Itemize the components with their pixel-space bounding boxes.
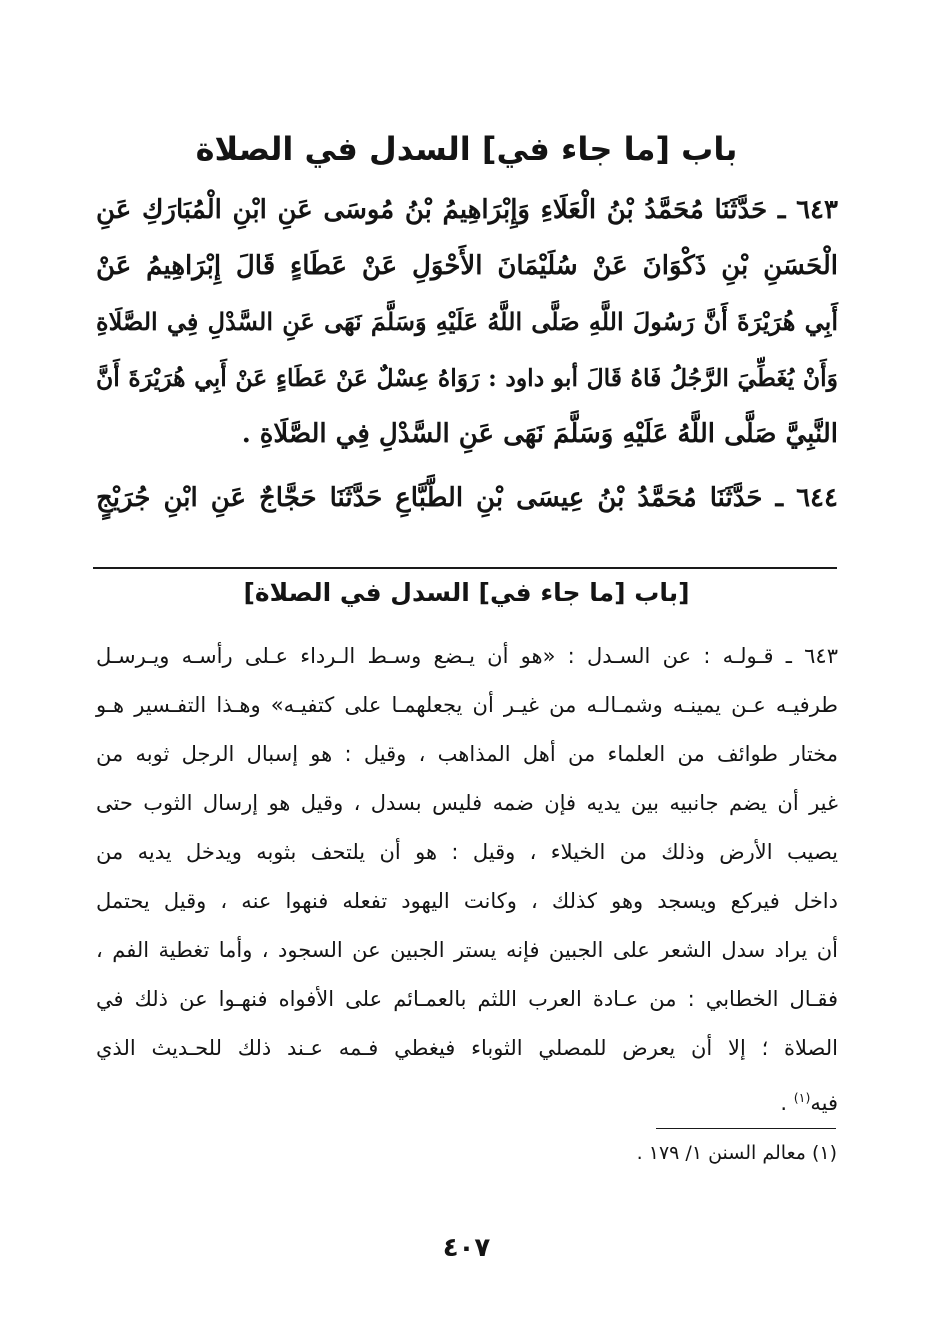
section-divider: [93, 567, 837, 569]
footnote: (١) معالم السنن ١/ ١٧٩ .: [636, 1142, 837, 1164]
commentary-643: [96, 632, 838, 1128]
footnote-rule: [656, 1128, 836, 1129]
hadith-643-line-5: النَّبِيَّ صَلَّى اللَّهُ عَلَيْهِ وَسَلَّمَ نَهَى عَنِ السَّدْلِ فِي الصَّلَاةِ .: [241, 419, 838, 449]
commentary-line-9: الصلاة ؛ إلا أن يعرض للمصلي الثوباء فيغطي فـمه عـند ذلك للحـديث الذي: [96, 1036, 838, 1060]
hadith-643: [96, 182, 838, 462]
hadith-643-line-1: ٦٤٣ ـ حَدَّثَنَا مُحَمَّدُ بْنُ الْعَلَاءِ وَإِبْرَاهِيمُ بْنُ مُوسَى عَنِ ابْنِ الْمُبَارَكِ عَنِ: [96, 195, 838, 225]
commentary-title: [باب [ما جاء في] السدل في الصلاة]: [243, 578, 690, 607]
chapter-title: باب [ما جاء في] السدل في الصلاة: [195, 130, 738, 168]
commentary-line-7: أن يراد سدل الشعر على الجبين فإنه يستر الجبين عن السجود ، وأما تغطية الفم ،: [96, 938, 838, 962]
commentary-line-5: يصيب الأرض وذلك من الخيلاء ، وقيل : هو أن يلتحف بثوبه ويدخل يديه من: [96, 840, 838, 864]
footnote-reference: (١): [793, 1090, 811, 1105]
hadith-643-line-4: وَأَنْ يُغَطِّيَ الرَّجُلُ فَاهُ قَالَ أبو داود : رَوَاهُ عِسْلٌ عَنْ عَطَاءٍ عَنْ أَبِي هُرَيْرَةَ أَنَّ: [96, 364, 838, 392]
commentary-line-10: [96, 1073, 838, 1128]
commentary-line-3: مختار طوائف من العلماء من أهل المذاهب ، وقيل : هو إسبال الرجل ثوبه من: [96, 742, 838, 766]
page-number: ٤٠٧: [442, 1233, 491, 1263]
hadith-643-line-3: أَبِي هُرَيْرَةَ أَنَّ رَسُولَ اللَّهِ صَلَّى اللَّهُ عَلَيْهِ وَسَلَّمَ نَهَى عَنِ السَّدْلِ فِي الصَّلَاةِ: [96, 307, 838, 336]
commentary-line-8: فقـال الخطابي : من عـادة العرب اللثم بالعمـائم على الأفواه فنهـوا عن ذلك في: [96, 987, 838, 1011]
commentary-line-6: داخل فيركع ويسجد وهو كذلك ، وكانت اليهود تفعله فنهوا عنه ، وقيل يحتمل: [96, 889, 838, 913]
commentary-line-4: غير أن يضم جانبيه بين يديه فإن ضمه فليس بسدل ، وقيل هو إرسال الثوب حتى: [96, 791, 838, 815]
commentary-closing-mark: .: [780, 1091, 788, 1115]
commentary-line-1: ٦٤٣ ـ قـولـه : عن السـدل : «هو أن يـضع وسـط الـرداء عـلى رأسـه ويـرسـل: [96, 644, 838, 668]
hadith-643-line-2: الْحَسَنِ بْنِ ذَكْوَانَ عَنْ سُلَيْمَانَ الأَحْوَلِ عَنْ عَطَاءٍ قَالَ إِبْرَاهِيمُ عَنْ: [96, 251, 838, 281]
hadith-644: [96, 470, 838, 526]
commentary-last-word: فيه: [810, 1091, 838, 1115]
hadith-644-line-1: ٦٤٤ ـ حَدَّثَنَا مُحَمَّدُ بْنُ عِيسَى بْنِ الطَّبَّاعِ حَدَّثَنَا حَجَّاجٌ عَنِ ابْنِ جُرَيْجٍ: [96, 483, 838, 513]
commentary-line-2: طرفيـه عـن يمينـه وشمـالـه من غيـر أن يجعلهمـا على كتفيـه» وهـذا التفـسير هـو: [96, 693, 838, 717]
